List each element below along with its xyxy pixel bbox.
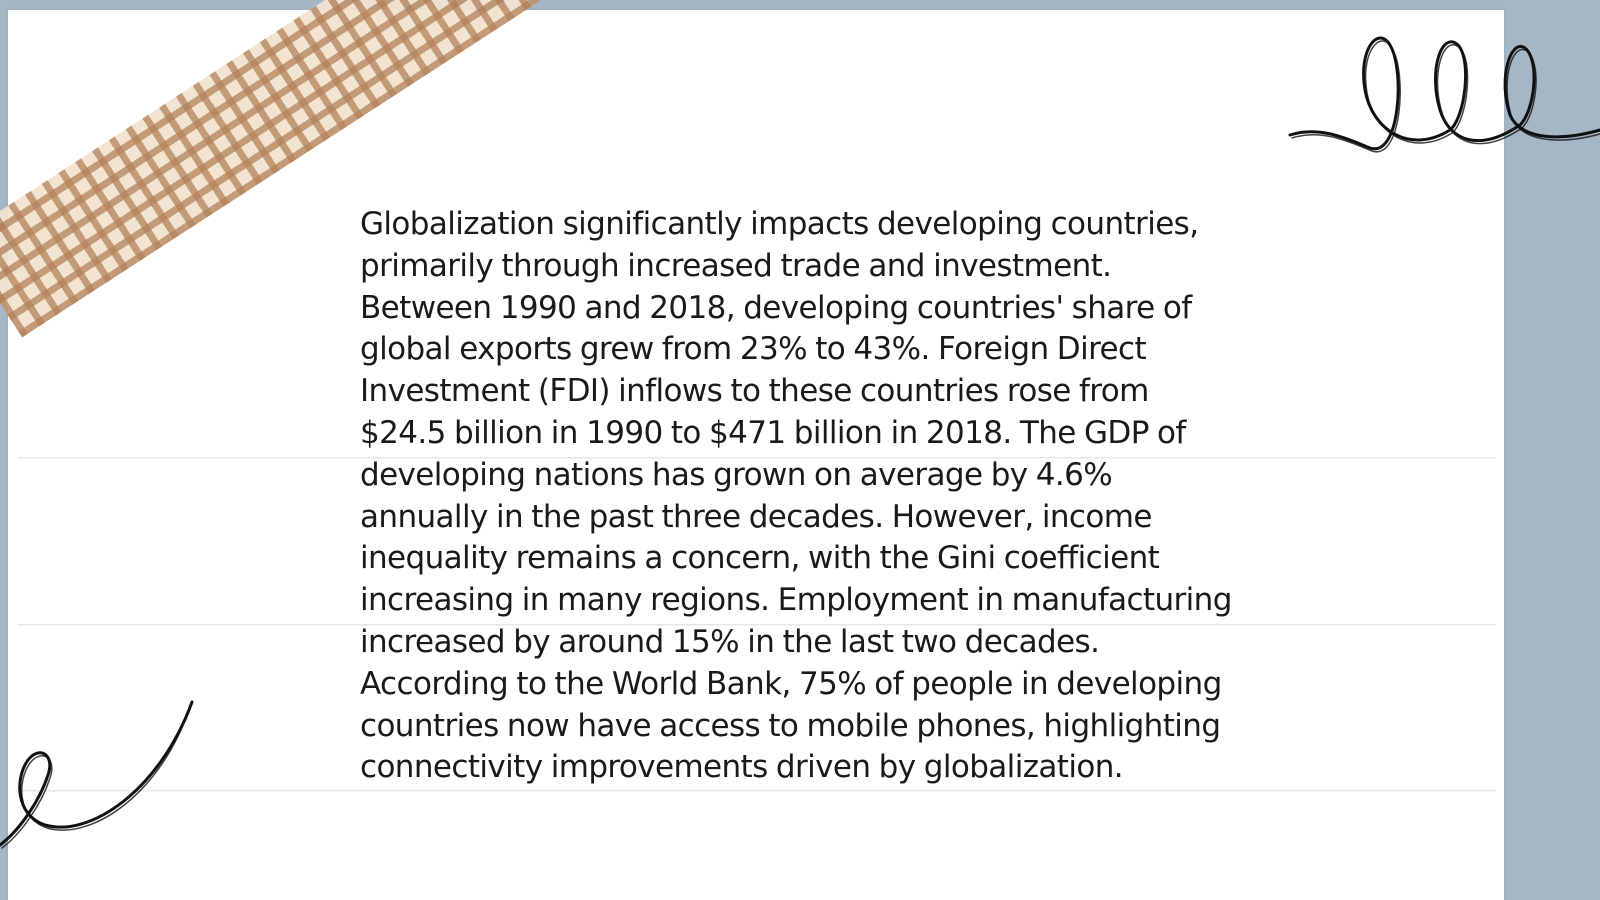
paper-rule-line [18,790,1496,791]
body-paragraph: Globalization significantly impacts developing countries, primarily through increased trade and investment. Between 1990 and 2018, developing countries' share of global exports grew from 23% to 43%. Foreign Direct Investment (FDI) inflows to these countries rose from $24.5 billion in 1990 to $471 billion in 2018. The GDP of developing nations has grown on average by 4.6% annually in the past three decades. However, income inequality remains a concern, with the Gini coefficient increasing in many regions. Employment in manufacturing increased by around 15% in the last two decades. According to the World Bank, 75% of people in developing countries now have access to mobile phones, highlighting connectivity improvements driven by globalization. [360,206,1232,786]
swirl-doodle-bottom-left [0,700,200,850]
loop-doodle-top-right [1290,30,1600,165]
